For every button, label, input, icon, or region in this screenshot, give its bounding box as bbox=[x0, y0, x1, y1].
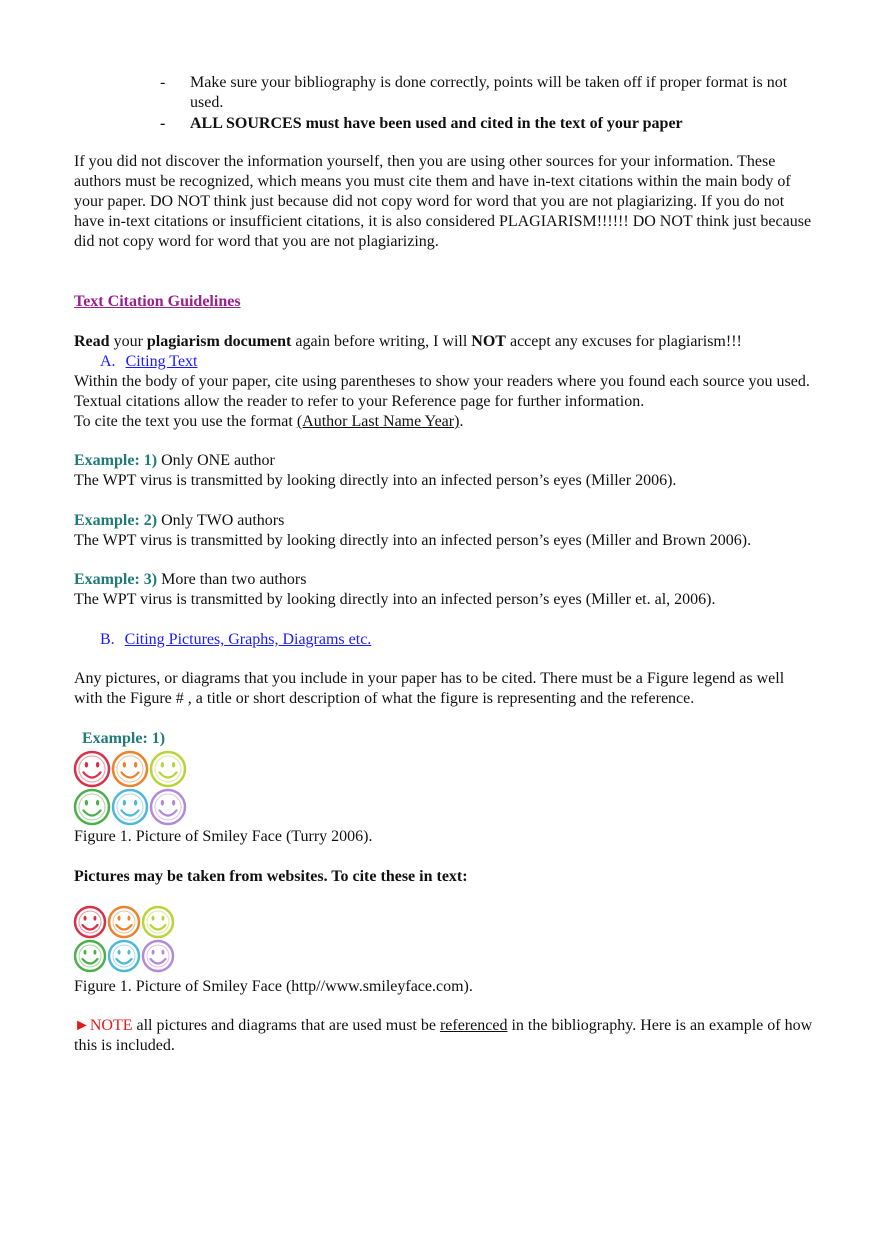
bullet-dash: - bbox=[160, 74, 166, 91]
smiley-face-icon bbox=[75, 907, 105, 937]
intro-paragraph: If you did not discover the information yourself, then you are using other sources for your information. These authors must be recognized, which means you must cite them and have in-text citations within the main body of your paper. DO NOT think just because did not copy word for word that you are not plagiarizing. If you do not have in-text citations or insufficient citations, it is also considered PLAGIARISM!!!!!! DO NOT think just because did not copy word for word that you are not plagiarizing. bbox=[74, 153, 812, 250]
citing-text-body: Within the body of your paper, cite using parentheses to show your readers where you found each source you used. Textual citations allow the reader to refer to your Reference page for further information. bbox=[74, 373, 810, 410]
example-1 bbox=[74, 451, 814, 491]
citing-pictures-link[interactable]: Citing Pictures, Graphs, Diagrams etc. bbox=[124, 631, 372, 648]
smiley-face-icon bbox=[75, 752, 109, 786]
smiley-face-icon bbox=[143, 941, 173, 971]
note-referenced: referenced bbox=[439, 1017, 508, 1034]
figure2-caption: Figure 1. Picture of Smiley Face (http//www.smileyface.com). bbox=[74, 978, 473, 995]
list-marker-a: A. bbox=[100, 353, 116, 370]
read-word: Read bbox=[74, 333, 110, 350]
smiley-face-icon bbox=[109, 907, 139, 937]
smiley-face-icon bbox=[151, 752, 185, 786]
read-text: accept any excuses for plagiarism!!! bbox=[505, 333, 742, 350]
citing-pictures-body: Any pictures, or diagrams that you include in your paper has to be cited. There must be a Figure legend as well with the Figure # , a title or short description of what the figure is representing and the reference. bbox=[74, 670, 785, 707]
smiley-face-icon bbox=[143, 907, 173, 937]
smiley-face-icon bbox=[75, 941, 105, 971]
bullet-text: ALL SOURCES must have been used and cited in the text of your paper bbox=[190, 115, 683, 132]
citing-text-heading bbox=[100, 352, 840, 372]
citing-pictures-heading bbox=[100, 630, 840, 650]
read-text: your bbox=[109, 333, 147, 350]
figure-example-label-text: Example: 1) bbox=[82, 730, 166, 747]
example-label: Example: 1) bbox=[74, 452, 158, 469]
example-desc: More than two authors bbox=[157, 571, 307, 588]
example-label: Example: 2) bbox=[74, 512, 158, 529]
example-label: Example: 3) bbox=[74, 571, 158, 588]
format-value: (Author Last Name Year) bbox=[296, 413, 460, 430]
citation-format-line bbox=[74, 412, 814, 432]
example-sentence: The WPT virus is transmitted by looking directly into an infected person’s eyes (Miller and Brown 2006). bbox=[74, 532, 752, 549]
smiley-face-icon bbox=[151, 790, 185, 824]
citing-text-link[interactable]: Citing Text bbox=[125, 353, 198, 370]
list-marker-b: B. bbox=[100, 631, 115, 648]
figure1-caption: Figure 1. Picture of Smiley Face (Turry 2006). bbox=[74, 828, 373, 845]
format-prefix: To cite the text you use the format bbox=[74, 413, 297, 430]
not-emphasis: NOT bbox=[471, 333, 506, 350]
note-text: in the bibliography. Here is an example of how this is included. bbox=[74, 1017, 813, 1054]
example-desc: Only TWO authors bbox=[157, 512, 285, 529]
smiley-face-icon bbox=[109, 941, 139, 971]
example-3 bbox=[74, 570, 814, 610]
example-desc: Only ONE author bbox=[157, 452, 275, 469]
example-sentence: The WPT virus is transmitted by looking directly into an infected person’s eyes (Miller 2006). bbox=[74, 472, 677, 489]
smiley-face-icon bbox=[113, 790, 147, 824]
websites-heading: Pictures may be taken from websites. To cite these in text: bbox=[74, 868, 468, 885]
read-instruction bbox=[74, 332, 814, 352]
bullet-dash: - bbox=[160, 115, 166, 132]
smiley-face-icon bbox=[75, 790, 109, 824]
note-label: NOTE bbox=[89, 1017, 133, 1034]
smiley-face-icon bbox=[113, 752, 147, 786]
plagiarism-document-text: plagiarism document bbox=[146, 333, 292, 350]
bullet-text: Make sure your bibliography is done correctly, points will be taken off if proper format is not used. bbox=[190, 74, 788, 111]
format-suffix: . bbox=[459, 413, 464, 430]
text-citation-guidelines-link[interactable]: Text Citation Guidelines bbox=[74, 293, 241, 310]
figure-example-label bbox=[82, 729, 822, 749]
smiley-faces-image bbox=[73, 750, 189, 828]
smiley-faces-image bbox=[73, 905, 177, 975]
read-text: again before writing, I will bbox=[291, 333, 472, 350]
section-heading bbox=[74, 292, 814, 312]
note-paragraph bbox=[74, 1016, 814, 1056]
note-arrow-icon: ► bbox=[74, 1017, 90, 1034]
note-text: all pictures and diagrams that are used must be bbox=[132, 1017, 440, 1034]
example-2 bbox=[74, 511, 814, 551]
example-sentence: The WPT virus is transmitted by looking directly into an infected person’s eyes (Miller et. al, 2006). bbox=[74, 591, 716, 608]
